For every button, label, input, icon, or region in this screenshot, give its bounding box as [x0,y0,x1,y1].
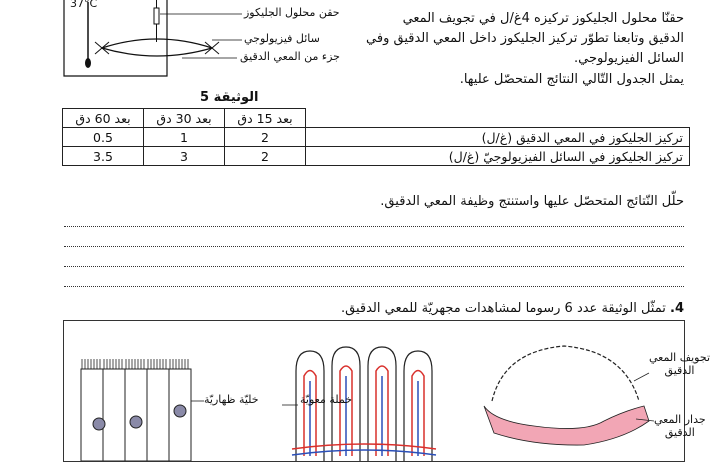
glucose-solution-label: حقن محلول الجليكوز [244,6,340,19]
intro-line-2: الدقيق وتابعنا تطوّر تركيز الجليكوز داخل المعي الدقيق وفي [366,31,684,46]
item4-number: 4. [670,301,684,316]
fig-c-cavity-label [649,351,710,377]
figures-panel [63,320,711,462]
intro-line-4: يمثل الجدول التّالي النتائج المتحصّل عليها. [459,72,684,87]
fig-c-wall-line-2: الدقيق [664,426,695,439]
intro-line-3: السائل الفيزيولوجي. [574,51,684,66]
row-label: تركيز الجليكوز في السائل الفيزيولوجيّ (غ/ل) [306,147,690,166]
item4-text: تمثّل الوثيقة عدد 6 رسوما لمشاهدات مجهريّة للمعي الدقيق. [340,301,666,316]
answer-line[interactable] [64,246,684,247]
table-header: بعد 15 دق [225,109,306,128]
intro-line-1: حقنّا محلول الجليكوز تركيزه 4غ/ل في تجويف المعي [402,11,684,26]
question-text: حلّل النّتائج المتحصّل عليها واستنتج وظيفة المعي الدقيق. [380,194,684,209]
table-cell: 3.5 [63,147,144,166]
fig-c-wall-line-1: جدار المعي [654,413,706,426]
intestine-section-drawing [484,346,654,445]
answer-line[interactable] [64,286,684,287]
document-title: الوثيقة 5 [200,90,259,105]
physio-fluid-label: سائل فيزيولوجي [244,32,320,45]
fig-c-cavity-line-1: تجويف المعي [649,351,711,364]
table-row [63,128,690,147]
table-cell: 3 [144,147,225,166]
table-cell: 2 [225,128,306,147]
fig-a-label: خليّة ظهاريّة [204,393,259,406]
table-cell: 0.5 [63,128,144,147]
table-header-row [63,109,690,128]
table-corner [306,109,690,128]
table-header: بعد 60 دق [63,109,144,128]
table-header: بعد 30 دق [144,109,225,128]
answer-line[interactable] [64,226,684,227]
temperature-label: 37°C [70,0,98,10]
epithelial-cells-drawing [81,359,204,461]
answer-line[interactable] [64,266,684,267]
item4-statement [124,299,684,319]
intro-paragraph [354,9,684,69]
fig-c-cavity-line-2: الدقيق [664,364,695,377]
microscopy-drawings [64,321,684,461]
table-cell: 2 [225,147,306,166]
table-cell: 1 [144,128,225,147]
table-row [63,147,690,166]
row-label: تركيز الجليكوز في المعي الدقيق (غ/ل) [306,128,690,147]
fig-c-wall-label [654,413,706,439]
fig-b-label: خملة معويّة [300,393,353,406]
intestine-part-label: جزء من المعي الدقيق [240,50,340,63]
results-table [62,108,690,166]
